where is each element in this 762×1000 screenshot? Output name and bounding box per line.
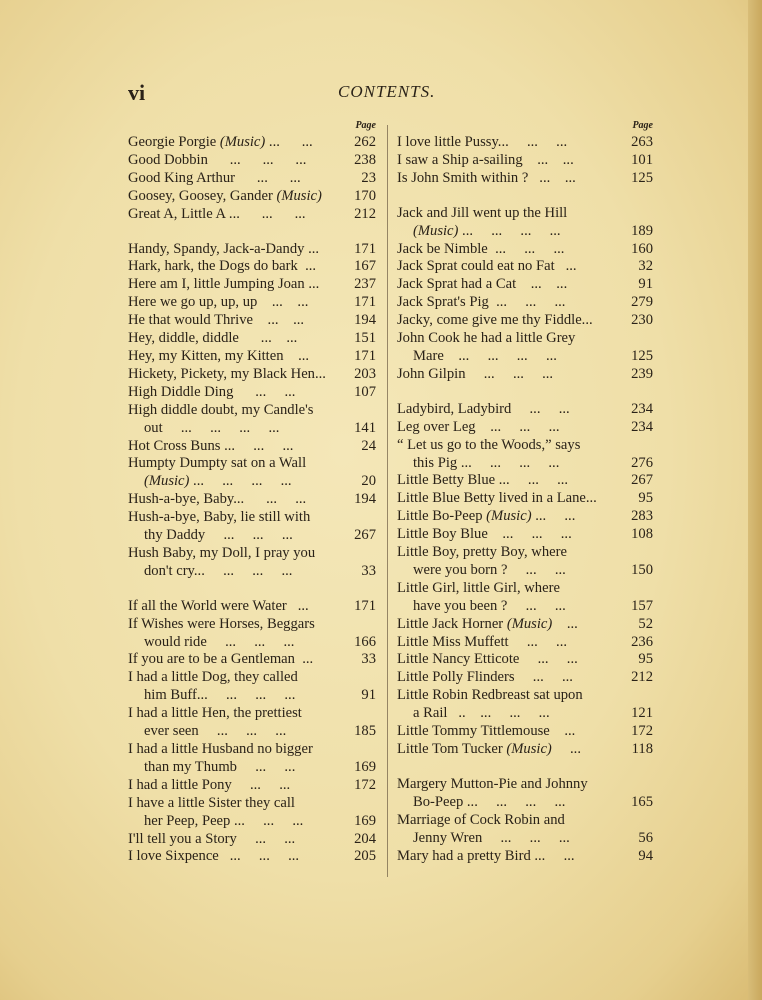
entry-title: Hush-a-bye, Baby, lie still with (128, 509, 311, 526)
column-divider (387, 125, 388, 877)
contents-entry-line (128, 366, 376, 384)
entry-page-number: 24 (361, 437, 376, 454)
entry-page-number: 169 (354, 812, 376, 829)
entry-page-number: 283 (631, 508, 653, 525)
contents-entry-line (128, 276, 376, 294)
contents-group (397, 776, 653, 866)
contents-entry-line (128, 491, 376, 509)
entry-page-number: 150 (631, 561, 653, 578)
contents-entry-line (397, 580, 653, 598)
contents-entry-line (128, 134, 376, 152)
entry-title: Hey, my Kitten, my Kitten ... (128, 347, 310, 364)
music-note: (Music) (506, 741, 552, 757)
entry-title: Little Boy, pretty Boy, where (397, 544, 567, 561)
entry-page-number (623, 205, 653, 223)
entry-title: Is John Smith within ? ... ... (397, 169, 576, 186)
contents-entry-line (128, 669, 376, 687)
contents-entry-line (128, 420, 376, 438)
entry-title: I had a little Hen, the prettiest (128, 705, 302, 722)
entry-title: (Music) ... ... ... ... (413, 222, 561, 239)
entry-page-number: 170 (354, 187, 376, 204)
entry-page-number: 171 (354, 597, 376, 614)
contents-entry-line (128, 759, 376, 777)
contents-entry-line (397, 741, 653, 759)
contents-entry-line (397, 634, 653, 652)
entry-page-number: 91 (638, 276, 653, 293)
contents-entry-line (128, 634, 376, 652)
entry-page-number: 32 (638, 258, 653, 275)
entry-page-number: 262 (354, 134, 376, 150)
contents-entry-line (397, 490, 653, 508)
contents-entry-line (128, 705, 376, 723)
entry-page-number: 239 (631, 365, 653, 382)
contents-entry-line (128, 848, 376, 866)
entry-title: Hush Baby, my Doll, I pray you (128, 544, 316, 561)
entry-title: Little Blue Betty lived in a Lane... (397, 490, 597, 507)
contents-entry-line (128, 687, 376, 705)
contents-entry-line (397, 348, 653, 366)
contents-entry-line (397, 812, 653, 830)
entry-title: Georgie Porgie (Music) ... ... (128, 134, 313, 150)
entry-title: He that would Thrive ... ... (128, 312, 305, 329)
entry-page-number: 52 (638, 615, 653, 632)
contents-group (397, 134, 653, 188)
entry-page-number (346, 705, 376, 723)
contents-entry-line (128, 651, 376, 669)
entry-title: Little Robin Redbreast sat upon (397, 687, 583, 704)
contents-entry-line (397, 312, 653, 330)
contents-entry-line (397, 776, 653, 794)
contents-entry-line (397, 401, 653, 419)
entry-title: Marriage of Cock Robin and (397, 811, 565, 828)
contents-entry-line (128, 330, 376, 348)
contents-entry-line (397, 848, 653, 866)
entry-page-number: 279 (631, 294, 653, 311)
music-note: (Music) (276, 187, 322, 204)
contents-entry-line (128, 527, 376, 545)
entry-title: him Buff... ... ... ... (144, 687, 296, 704)
entry-title: her Peep, Peep ... ... ... (144, 812, 304, 829)
entry-title: ever seen ... ... ... (144, 723, 287, 740)
entry-title: a Rail .. ... ... ... (413, 705, 550, 722)
contents-entry-line (397, 419, 653, 437)
contents-column-right (397, 116, 653, 882)
entry-title: I love little Pussy... ... ... (397, 134, 568, 150)
entry-title: Good Dobbin ... ... ... (128, 151, 307, 168)
entry-title: Goosey, Goosey, Gander (Music) (128, 187, 322, 204)
entry-title: Little Girl, little Girl, where (397, 579, 560, 596)
contents-entry-line (128, 795, 376, 813)
page-number: vi (128, 80, 146, 105)
entry-page-number: 212 (354, 205, 376, 222)
entry-page-number: 234 (631, 400, 653, 417)
contents-entry-line (128, 438, 376, 456)
entry-page-number: 267 (631, 472, 653, 489)
contents-group (397, 401, 653, 759)
contents-entry-line (397, 544, 653, 562)
page-title: CONTENTS. (338, 82, 436, 101)
entry-page-number (623, 687, 653, 705)
entry-page-number: 171 (354, 240, 376, 257)
entry-page-number: 23 (361, 169, 376, 186)
entry-title: Little Tom Tucker (Music) ... (397, 741, 581, 757)
entry-title: Margery Mutton-Pie and Johnny (397, 775, 588, 792)
entry-title: Hot Cross Buns ... ... ... (128, 437, 294, 454)
page-column-header: Page (355, 120, 376, 131)
entry-title: this Pig ... ... ... ... (413, 454, 560, 471)
entry-title: High Diddle Ding ... ... (128, 383, 296, 400)
entry-page-number (623, 776, 653, 794)
entry-title: Good King Arthur ... ... (128, 169, 301, 186)
entry-title: Mare ... ... ... ... (413, 347, 557, 364)
entry-page-number: 125 (631, 169, 653, 186)
entry-page-number (623, 544, 653, 562)
entry-page-number: 236 (631, 633, 653, 650)
entry-title: Little Miss Muffett ... ... (397, 633, 567, 650)
entry-title: Jack be Nimble ... ... ... (397, 240, 565, 257)
entry-page-number: 237 (354, 276, 376, 293)
entry-page-number: 94 (638, 847, 653, 864)
entry-title: If Wishes were Horses, Beggars (128, 615, 315, 632)
entry-page-number (346, 455, 376, 473)
contents-entry-line (397, 598, 653, 616)
entry-page-number: 194 (354, 491, 376, 508)
contents-entry-line (397, 794, 653, 812)
entry-page-number (346, 795, 376, 813)
entry-page-number (346, 509, 376, 527)
entry-title: Great A, Little A ... ... ... (128, 205, 306, 222)
contents-entry-line (397, 616, 653, 634)
entry-page-number: 91 (361, 687, 376, 704)
contents-entry-line (397, 276, 653, 294)
entry-title: were you born ? ... ... (413, 561, 566, 578)
music-note: (Music) (506, 615, 553, 632)
entry-page-number: 263 (631, 134, 653, 150)
contents-entry-line (128, 723, 376, 741)
entry-title: Leg over Leg ... ... ... (397, 418, 560, 435)
entry-page-number: 276 (631, 454, 653, 471)
entry-title: Hey, diddle, diddle ... ... (128, 330, 298, 347)
contents-entry-line (397, 562, 653, 580)
entry-page-number: 171 (354, 347, 376, 364)
entry-title: Hush-a-bye, Baby... ... ... (128, 491, 307, 508)
entry-page-number: 205 (354, 848, 376, 865)
contents-entry-line (397, 241, 653, 259)
contents-entry-line (397, 437, 653, 455)
contents-entry-line (128, 455, 376, 473)
entry-title: Jack Sprat's Pig ... ... ... (397, 294, 566, 311)
page-edge (748, 0, 762, 1000)
entry-title: If all the World were Water ... (128, 597, 309, 614)
contents-entry-line (397, 526, 653, 544)
entry-page-number (346, 669, 376, 687)
entry-page-number: 160 (631, 240, 653, 257)
entry-page-number: 101 (631, 151, 653, 168)
entry-page-number: 189 (631, 222, 653, 239)
entry-page-number (623, 437, 653, 455)
entry-page-number: 185 (354, 723, 376, 740)
entry-page-number: 171 (354, 294, 376, 311)
entry-title: Ladybird, Ladybird ... ... (397, 400, 570, 417)
entry-title: Humpty Dumpty sat on a Wall (128, 455, 307, 472)
entry-title: Little Boy Blue ... ... ... (397, 526, 572, 543)
entry-title: I love Sixpence ... ... ... (128, 848, 300, 865)
contents-entry-line (397, 366, 653, 384)
page-column-header: Page (632, 120, 653, 131)
contents-entry-line (397, 508, 653, 526)
contents-group (128, 598, 376, 867)
entry-title: Little Polly Flinders ... ... (397, 669, 573, 686)
entry-title: Jack and Jill went up the Hill (397, 204, 568, 221)
music-note: (Music) (413, 222, 459, 239)
entry-page-number: 167 (354, 258, 376, 275)
entry-page-number (623, 812, 653, 830)
contents-entry-line (128, 616, 376, 634)
contents-entry-line (128, 741, 376, 759)
entry-page-number (623, 580, 653, 598)
entry-page-number: 172 (631, 723, 653, 740)
contents-entry-line (397, 830, 653, 848)
entry-title: “ Let us go to the Woods,” says (397, 436, 581, 453)
contents-entry-line (397, 152, 653, 170)
entry-title: Here we go up, up, up ... ... (128, 294, 309, 311)
entry-page-number: 169 (354, 758, 376, 775)
contents-group (128, 241, 376, 581)
entry-title: Bo-Peep ... ... ... ... (413, 793, 566, 810)
entry-page-number: 121 (631, 705, 653, 722)
contents-entry-line (397, 170, 653, 188)
entry-page-number: 166 (354, 633, 376, 650)
entry-title: Little Nancy Etticote ... ... (397, 651, 578, 668)
contents-entry-line (128, 509, 376, 527)
entry-title: Here am I, little Jumping Joan ... (128, 276, 320, 293)
entry-page-number: 118 (631, 741, 653, 757)
contents-entry-line (397, 705, 653, 723)
entry-page-number: 141 (354, 419, 376, 436)
entry-title: Hark, hark, the Dogs do bark ... (128, 258, 317, 275)
entry-title: I saw a Ship a-sailing ... ... (397, 151, 574, 168)
entry-page-number: 20 (361, 473, 376, 490)
entry-title: Jack Sprat had a Cat ... ... (397, 276, 568, 293)
entry-page-number (346, 545, 376, 563)
entry-page-number: 172 (354, 776, 376, 793)
entry-page-number: 238 (354, 151, 376, 168)
entry-title: Handy, Spandy, Jack-a-Dandy ... (128, 240, 320, 257)
entry-page-number: 56 (638, 829, 653, 846)
entry-page-number (346, 741, 376, 759)
entry-title: Hickety, Pickety, my Black Hen... (128, 365, 326, 382)
contents-entry-line (128, 170, 376, 188)
entry-page-number: 194 (354, 312, 376, 329)
contents-entry-line (397, 205, 653, 223)
contents-entry-line (397, 223, 653, 241)
entry-title: don't cry... ... ... ... (144, 562, 293, 579)
contents-entry-line (128, 206, 376, 224)
entry-title: Little Betty Blue ... ... ... (397, 472, 569, 489)
entry-page-number: 234 (631, 418, 653, 435)
entry-title: Jenny Wren ... ... ... (413, 829, 570, 846)
contents-entry-line (397, 669, 653, 687)
entry-page-number: 230 (631, 312, 653, 329)
contents-entry-line (397, 294, 653, 312)
entry-title: than my Thumb ... ... (144, 758, 296, 775)
entry-title: thy Daddy ... ... ... (144, 527, 293, 544)
contents-entry-line (128, 545, 376, 563)
contents-entry-line (128, 384, 376, 402)
contents-entry-line (397, 330, 653, 348)
entry-page-number: 204 (354, 830, 376, 847)
entry-page-number: 203 (354, 365, 376, 382)
entry-page-number: 212 (631, 669, 653, 686)
entry-title: would ride ... ... ... (144, 633, 295, 650)
music-note: (Music) (219, 134, 266, 150)
entry-page-number: 33 (361, 651, 376, 668)
contents-entry-line (128, 348, 376, 366)
music-note: (Music) (486, 508, 532, 525)
contents-entry-line (128, 312, 376, 330)
contents-entry-line (397, 455, 653, 473)
entry-page-number: 95 (638, 651, 653, 668)
entry-page-number: 157 (631, 597, 653, 614)
contents-entry-line (128, 152, 376, 170)
contents-entry-line (128, 777, 376, 795)
entry-page-number: 108 (631, 526, 653, 543)
contents-group (128, 134, 376, 224)
contents-entry-line (128, 402, 376, 420)
entry-page-number: 165 (631, 793, 653, 810)
entry-page-number (623, 330, 653, 348)
entry-page-number: 95 (638, 490, 653, 507)
entry-title: I had a little Husband no bigger (128, 741, 313, 757)
entry-title: Mary had a pretty Bird ... ... (397, 847, 575, 864)
entry-title: out ... ... ... ... (144, 419, 280, 436)
entry-title: John Cook he had a little Grey (397, 330, 576, 347)
contents-entry-line (397, 134, 653, 152)
contents-entry-line (128, 598, 376, 616)
contents-entry-line (128, 258, 376, 276)
entry-title: (Music) ... ... ... ... (144, 473, 292, 490)
entry-title: Little Tommy Tittlemouse ... (397, 723, 576, 740)
entry-title: Little Jack Horner (Music) ... (397, 615, 578, 632)
contents-entry-line (397, 723, 653, 741)
entry-title: Jacky, come give me thy Fiddle... (397, 312, 593, 329)
contents-entry-line (128, 188, 376, 206)
entry-title: If you are to be a Gentleman ... (128, 651, 314, 668)
contents-group (397, 205, 653, 384)
contents-entry-line (397, 258, 653, 276)
entry-page-number: 151 (354, 330, 376, 347)
entry-title: Jack Sprat could eat no Fat ... (397, 258, 577, 275)
entry-title: High diddle doubt, my Candle's (128, 401, 314, 418)
contents-entry-line (128, 831, 376, 849)
entry-page-number: 107 (354, 383, 376, 400)
entry-page-number (346, 402, 376, 420)
entry-title: John Gilpin ... ... ... (397, 365, 554, 382)
entry-page-number: 267 (354, 527, 376, 544)
entry-title: I had a little Pony ... ... (128, 776, 291, 793)
contents-entry-line (128, 473, 376, 491)
entry-page-number (346, 616, 376, 634)
contents-entry-line (128, 294, 376, 312)
entry-page-number: 125 (631, 347, 653, 364)
entry-title: I had a little Dog, they called (128, 669, 298, 686)
entry-title: I'll tell you a Story ... ... (128, 830, 296, 847)
contents-entry-line (128, 813, 376, 831)
entry-title: have you been ? ... ... (413, 597, 566, 614)
contents-entry-line (128, 563, 376, 581)
contents-entry-line (128, 241, 376, 259)
entry-title: Little Bo-Peep (Music) ... ... (397, 508, 576, 525)
contents-entry-line (397, 472, 653, 490)
contents-entry-line (397, 651, 653, 669)
contents-entry-line (397, 687, 653, 705)
entry-page-number: 33 (361, 562, 376, 579)
contents-column-left (128, 116, 376, 883)
entry-title: I have a little Sister they call (128, 794, 295, 811)
music-note: (Music) (144, 473, 190, 490)
